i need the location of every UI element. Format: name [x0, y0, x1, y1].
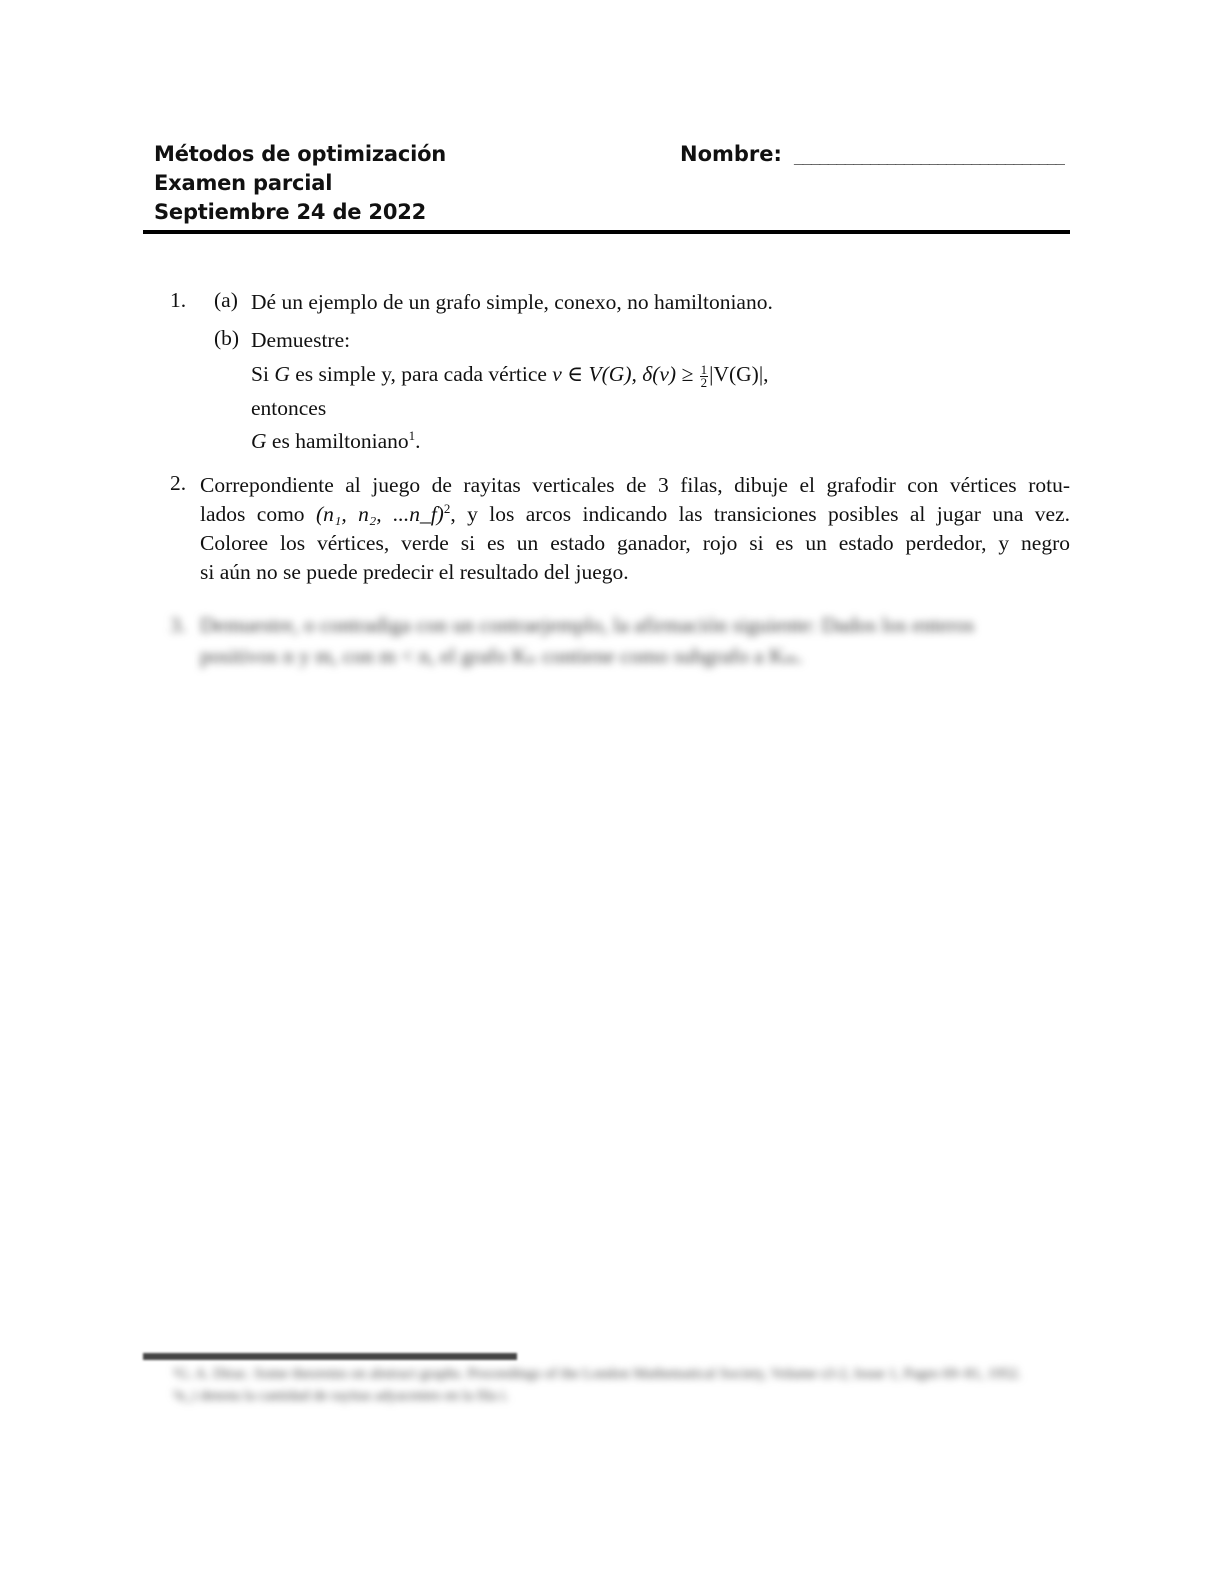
- text-run: , y los arcos indicando las transiciones posibles al jugar una vez.: [450, 502, 1070, 526]
- footnote-rule: [143, 1353, 517, 1360]
- math-expression: |V(G)|,: [709, 362, 769, 386]
- text-line: [200, 500, 1070, 529]
- question-number: 3.: [170, 613, 187, 637]
- footnote-1: ¹G. A. Dirac. Some theorems on abstract graphs. Proceedings of the London Mathematical Society, Volume s3-2, Issue 1, Pages 69–81, 1952.: [173, 1366, 1022, 1382]
- header-rule: [143, 230, 1070, 234]
- text-run: Si: [251, 362, 275, 386]
- text-line: Coloree los vértices, verde si es un estado ganador, rojo si es un estado perdedor, y negro: [200, 531, 1070, 555]
- text-run: lados como: [200, 502, 316, 526]
- text-line: Demuestre, o contradiga con un contraejemplo, la afirmación siguiente: Dados los enteros: [200, 613, 975, 637]
- name-field: [680, 140, 1064, 170]
- exam-type: Examen parcial: [154, 171, 333, 195]
- subquestion-text: Demuestre:: [251, 328, 351, 352]
- text-line: si aún no se puede predecir el resultado del juego.: [200, 560, 629, 584]
- text-run: es simple y, para cada vértice: [289, 362, 553, 386]
- question-1: [170, 286, 1070, 471]
- exam-date: Septiembre 24 de 2022: [154, 200, 427, 224]
- subquestion-label: (a): [214, 288, 238, 312]
- question-3-blurred: [170, 610, 1075, 672]
- footnote-marker: 1: [408, 427, 416, 443]
- footnote-marker: 2: [443, 500, 451, 516]
- text-run: .: [415, 429, 421, 453]
- question-body: [200, 610, 1075, 672]
- question-2: [170, 471, 1070, 587]
- question-number: 1.: [170, 288, 187, 312]
- subquestion-label: (b): [214, 326, 240, 350]
- fraction-denominator: 2: [700, 374, 708, 390]
- fraction-numerator: 1: [700, 361, 708, 377]
- text-line: Correpondiente al juego de rayitas verticales de 3 filas, dibuje el grafodir con vértices rotu-: [200, 473, 1070, 497]
- name-blank-line: ________________________________: [793, 146, 1064, 165]
- text-run: es hamiltoniano: [266, 429, 409, 453]
- theorem-connector: entonces: [251, 396, 327, 420]
- math-expression: v ∈ V(G), δ(v) ≥: [552, 362, 694, 386]
- math-variable: G: [251, 429, 267, 453]
- name-label: Nombre:: [680, 142, 782, 166]
- math-expression: (n₁, n₂, ...n_f): [315, 502, 444, 526]
- text-line: positivos n y m, con m < n, el grafo Kₙ contiene como subgrafo a Kₘ.: [200, 644, 804, 668]
- fraction: [700, 361, 709, 390]
- theorem-conclusion: [251, 425, 421, 458]
- math-variable: G: [274, 362, 290, 386]
- footnote-2: ²n_i denota la cantidad de rayitas adyacentes en la fila i.: [173, 1388, 509, 1404]
- theorem-hypothesis: [251, 358, 769, 391]
- footnotes: [143, 1363, 1073, 1407]
- subquestion-text: Dé un ejemplo de un grafo simple, conexo, no hamiltoniano.: [251, 290, 773, 314]
- question-body: [200, 471, 1070, 587]
- exam-header: [154, 140, 1068, 227]
- course-title: Métodos de optimización: [154, 142, 447, 166]
- question-number: 2.: [170, 471, 187, 495]
- questions: [170, 286, 1070, 587]
